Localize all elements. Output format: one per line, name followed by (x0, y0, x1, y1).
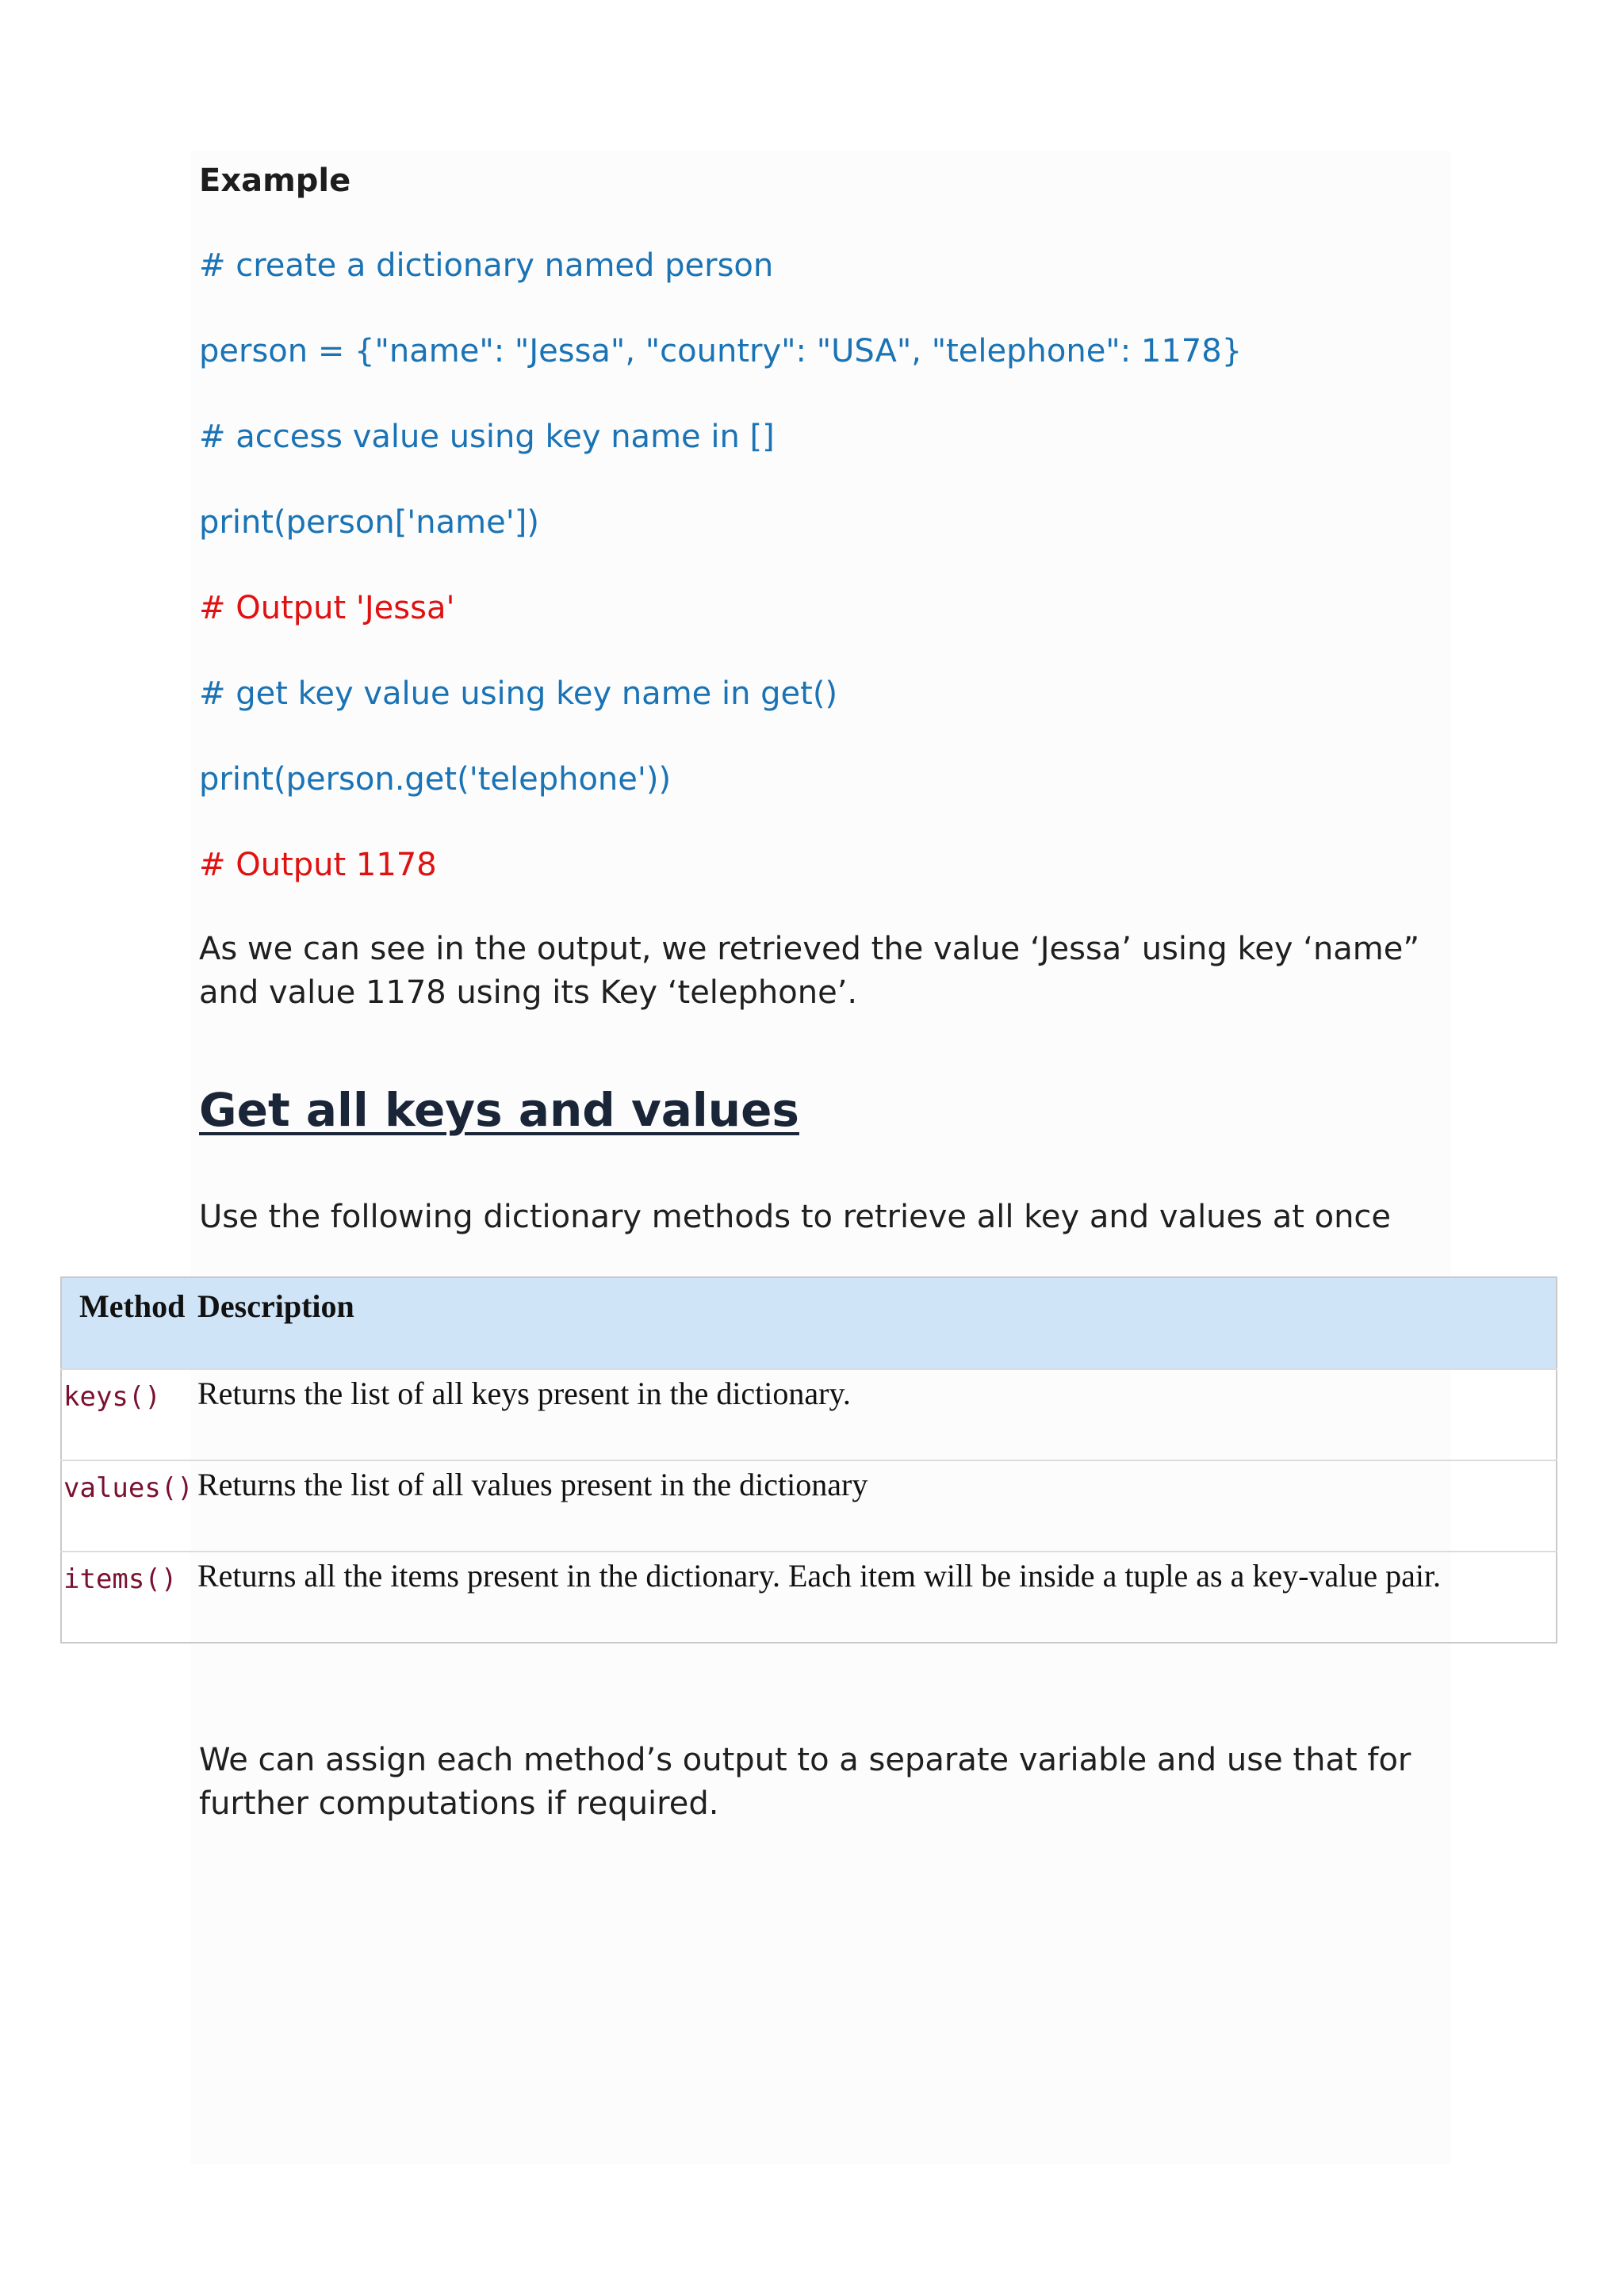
method-description: Returns the list of all keys present in the dictionary. (197, 1369, 1557, 1460)
output-comment-line: # Output 'Jessa' (199, 590, 455, 626)
code-line: print(person.get('telephone')) (199, 761, 672, 798)
method-description: Returns all the items present in the dictionary. Each item will be inside a tuple as a key-value pair. (197, 1552, 1557, 1643)
method-description: Returns the list of all values present in the dictionary (197, 1460, 1557, 1552)
table-header-row (61, 1277, 1557, 1369)
example-label: Example (199, 163, 351, 199)
code-line: # get key value using key name in get() (199, 675, 838, 712)
table-row (61, 1369, 1557, 1460)
methods-table (60, 1276, 1557, 1644)
table-row (61, 1460, 1557, 1552)
code-line: person = {"name": "Jessa", "country": "USA", "telephone": 1178} (199, 333, 1243, 369)
code-line: # create a dictionary named person (199, 247, 774, 284)
code-line: # access value using key name in [] (199, 419, 775, 455)
method-name: values() (61, 1460, 197, 1552)
paragraph-assign-output: We can assign each method’s output to a separate variable and use that for further computations if required. (199, 1742, 1411, 1822)
output-comment-line: # Output 1178 (199, 847, 437, 883)
method-name: items() (61, 1552, 197, 1643)
paragraph-methods-intro: Use the following dictionary methods to retrieve all key and values at once (199, 1199, 1392, 1235)
paragraph-output-explanation: As we can see in the output, we retrieved the value ‘Jessa’ using key ‘name” and value 1178 using its Key ‘telephone’. (199, 931, 1420, 1011)
table-header-description: Description (197, 1277, 1557, 1369)
section-heading: Get all keys and values (199, 1083, 799, 1137)
code-line: print(person['name']) (199, 504, 539, 541)
table-row (61, 1552, 1557, 1643)
table-header-method: Method (61, 1277, 197, 1369)
method-name: keys() (61, 1369, 197, 1460)
